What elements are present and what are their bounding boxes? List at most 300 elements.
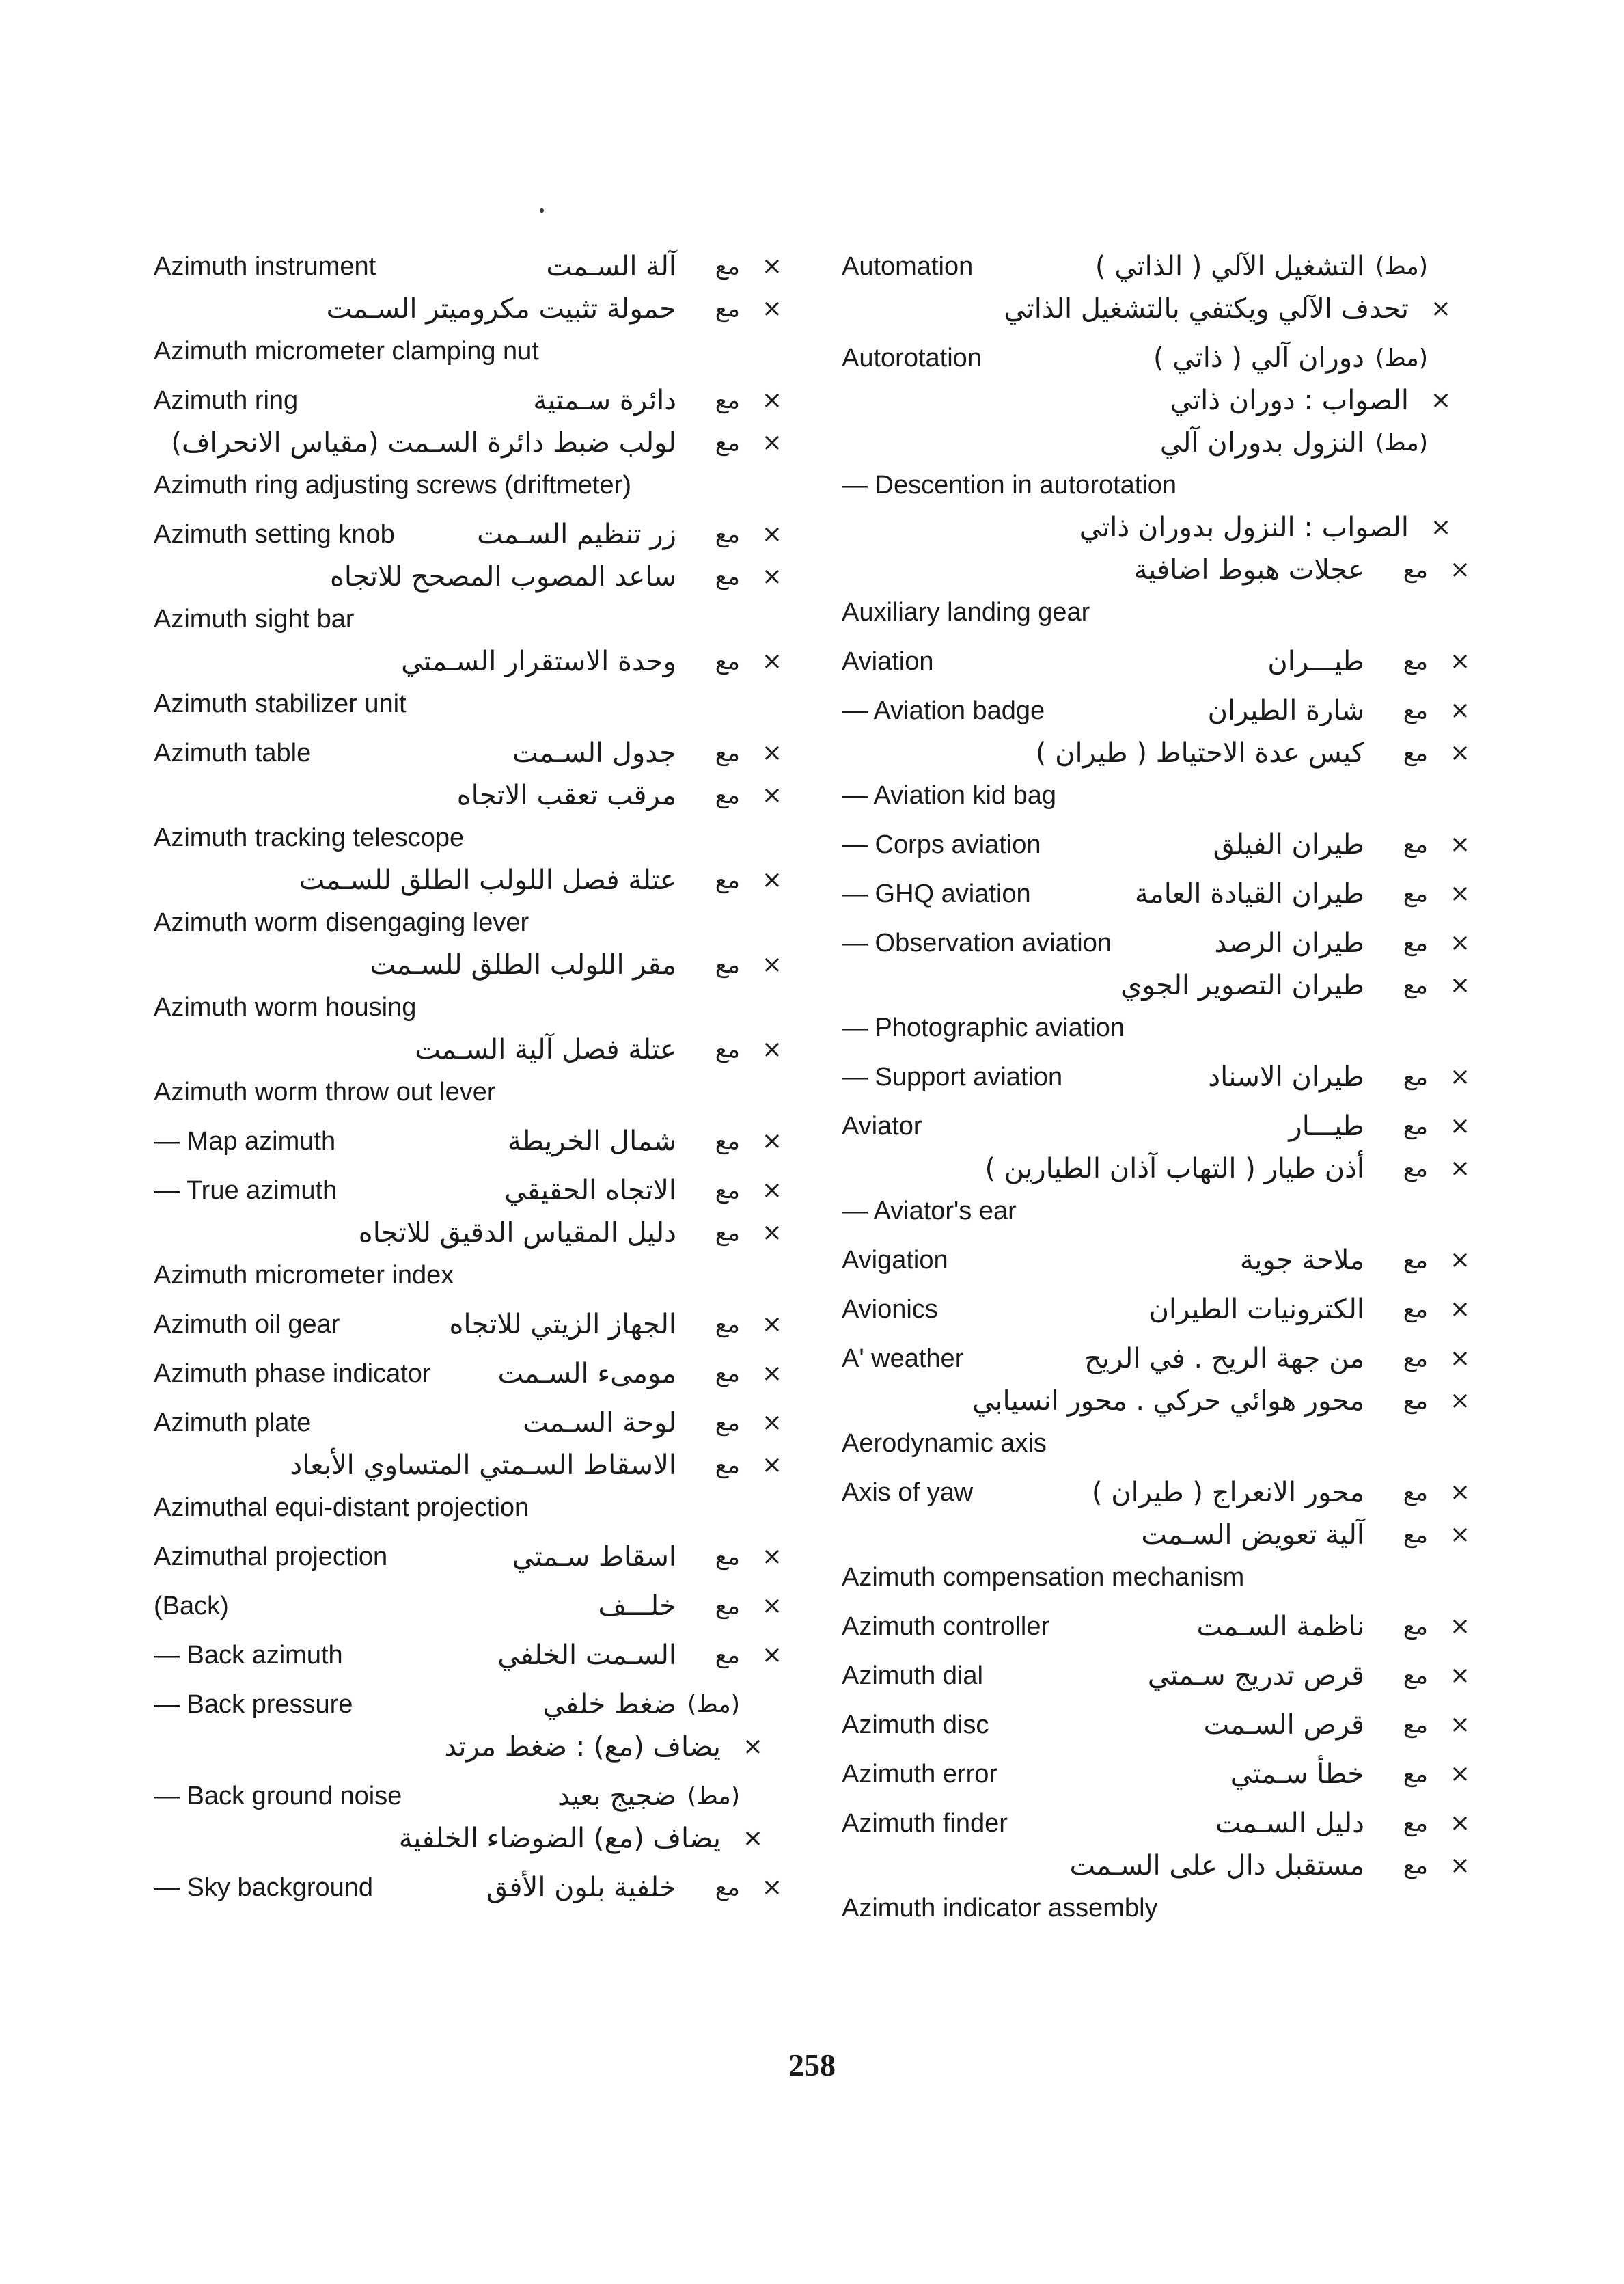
arabic-term: خلـــف: [598, 1590, 676, 1622]
english-term: — Observation aviation: [842, 929, 1112, 957]
entry-row: [842, 1648, 1470, 1698]
cross-mark: ×: [761, 1409, 782, 1437]
entry-row: [842, 1233, 1470, 1282]
usage-tag: مع: [1403, 556, 1428, 584]
cross-mark: ×: [1449, 830, 1470, 858]
entry-row: [154, 1769, 782, 1818]
usage-tag: مع: [715, 253, 740, 280]
arabic-term: آلة السـمت: [546, 251, 676, 282]
english-term: Azimuth controller: [842, 1612, 1050, 1641]
cross-mark: ×: [761, 295, 782, 323]
arabic-term: شارة الطيران: [1207, 695, 1364, 726]
usage-tag: مع: [715, 1360, 740, 1387]
cross-mark: ×: [761, 1592, 782, 1620]
arabic-term: دوران آلي ( ذاتي ): [1153, 342, 1364, 374]
entry-row: [154, 1255, 782, 1297]
usage-tag: مع: [1403, 972, 1428, 999]
entry-row: [154, 1297, 782, 1346]
usage-tag: مع: [715, 1592, 740, 1620]
dictionary-entry: [154, 507, 782, 556]
cross-mark: ×: [1430, 513, 1451, 541]
arabic-term: مستقبل دال على السـمت: [1069, 1850, 1364, 1881]
entry-row: [154, 1212, 782, 1255]
arabic-term: قرص السـمت: [1203, 1709, 1364, 1741]
usage-tag: مع: [715, 1642, 740, 1669]
arabic-term: عجلات هبوط اضافية: [1133, 554, 1364, 586]
dictionary-entry: [842, 1331, 1470, 1381]
cross-mark: ×: [761, 429, 782, 457]
cross-mark: ×: [761, 520, 782, 548]
english-term: (Back): [154, 1592, 229, 1620]
dictionary-entry: [154, 1445, 782, 1530]
english-term: A' weather: [842, 1344, 964, 1373]
english-term: — Map azimuth: [154, 1127, 336, 1156]
cross-mark: ×: [761, 386, 782, 414]
entry-row: [842, 1514, 1470, 1557]
usage-tag: مع: [1403, 648, 1428, 675]
usage-tag: مع: [1403, 1113, 1428, 1140]
arabic-term: مرقب تعقب الاتجاه: [456, 780, 676, 811]
dictionary-entry: [842, 1381, 1470, 1465]
usage-tag: مع: [1403, 1521, 1428, 1549]
usage-tag: مع: [1403, 1662, 1428, 1689]
cross-mark: ×: [1449, 1478, 1470, 1506]
dictionary-entry: [154, 1579, 782, 1628]
arabic-term: طيـــار: [1289, 1111, 1364, 1142]
entry-row: [842, 867, 1470, 916]
arabic-term: طيران الرصد: [1214, 927, 1364, 959]
entry-row: [842, 1331, 1470, 1381]
dictionary-entry: [154, 944, 782, 1029]
english-term: — Aviator's ear: [842, 1197, 1017, 1225]
dictionary-entry: [154, 860, 782, 944]
dictionary-entry: [842, 239, 1470, 288]
usage-tag: مع: [1403, 1063, 1428, 1091]
entry-row: [842, 380, 1470, 422]
cross-mark: ×: [1449, 1661, 1470, 1689]
cross-mark: ×: [1449, 1154, 1470, 1182]
arabic-term: لولب ضبط دائرة السـمت (مقياس الانحراف): [171, 427, 676, 459]
arabic-term: محور هوائي حركي . محور انسيابي: [972, 1385, 1364, 1417]
entry-row: [842, 331, 1470, 380]
english-term: Auxiliary landing gear: [842, 598, 1090, 627]
entry-row: [842, 1747, 1470, 1796]
cross-mark: ×: [761, 781, 782, 809]
cross-mark: ×: [1449, 556, 1470, 584]
usage-tag: (مط): [1375, 344, 1428, 372]
entry-row: [154, 507, 782, 556]
arabic-term: لوحة السـمت: [523, 1407, 676, 1439]
dictionary-entry: [842, 867, 1470, 916]
entry-row: [842, 1599, 1470, 1648]
entry-row: [842, 683, 1470, 733]
entry-row: [842, 1282, 1470, 1331]
english-term: — Descention in autorotation: [842, 471, 1177, 500]
english-term: Aerodynamic axis: [842, 1429, 1047, 1458]
dictionary-entry: [842, 1099, 1470, 1148]
cross-mark: ×: [1449, 647, 1470, 675]
cross-mark: ×: [1449, 1809, 1470, 1837]
entry-row: [842, 288, 1470, 331]
arabic-term: آلية تعويض السـمت: [1141, 1519, 1364, 1551]
cross-mark: ×: [761, 1310, 782, 1338]
usage-tag: مع: [715, 1874, 740, 1901]
entry-row: [842, 1148, 1470, 1191]
entry-row: [842, 1191, 1470, 1233]
dictionary-entry: [842, 1514, 1470, 1599]
dictionary-entry: [154, 1396, 782, 1445]
dictionary-entry: [842, 1148, 1470, 1233]
cross-mark: ×: [1449, 1387, 1470, 1415]
correction-note: يضاف (مع) الضوضاء الخلفية: [398, 1823, 721, 1854]
usage-tag: مع: [1403, 697, 1428, 724]
entry-row: [842, 1099, 1470, 1148]
english-term: Azimuth worm throw out lever: [154, 1078, 496, 1106]
english-term: Azimuth compensation mechanism: [842, 1563, 1245, 1592]
dictionary-entry: [154, 556, 782, 641]
arabic-term: عتلة فصل اللولب الطلق للسـمت: [299, 865, 676, 896]
dictionary-entry: [154, 1818, 782, 1860]
cross-mark: ×: [1449, 1711, 1470, 1739]
entry-row: [842, 965, 1470, 1007]
usage-tag: مع: [715, 1409, 740, 1437]
arabic-term: طيران الفيلق: [1213, 829, 1364, 860]
cross-mark: ×: [1449, 971, 1470, 999]
cross-mark: ×: [1449, 1246, 1470, 1274]
dictionary-entry: [842, 507, 1470, 549]
dictionary-entry: [842, 1796, 1470, 1845]
usage-tag: مع: [1403, 739, 1428, 767]
cross-mark: ×: [1449, 1521, 1470, 1549]
entry-row: [842, 1796, 1470, 1845]
english-term: — Back ground noise: [154, 1782, 402, 1810]
dictionary-entry: [842, 916, 1470, 965]
entry-row: [154, 599, 782, 641]
dictionary-entry: [154, 1212, 782, 1297]
entry-row: [154, 239, 782, 288]
cross-mark: ×: [1430, 295, 1451, 323]
entry-row: [842, 1888, 1470, 1930]
dictionary-entry: [154, 1860, 782, 1909]
arabic-term: مقر اللولب الطلق للسـمت: [370, 949, 676, 981]
usage-tag: مع: [715, 387, 740, 414]
dictionary-entry: [154, 1769, 782, 1818]
usage-tag: مع: [715, 1452, 740, 1479]
english-term: Azimuth instrument: [154, 252, 376, 281]
english-term: Azimuth worm disengaging lever: [154, 908, 529, 937]
english-term: Azimuth phase indicator: [154, 1359, 431, 1388]
entry-row: [154, 944, 782, 987]
dictionary-entry: [154, 1346, 782, 1396]
entry-row: [154, 987, 782, 1029]
cross-mark: ×: [761, 1219, 782, 1247]
usage-tag: مع: [715, 295, 740, 323]
arabic-term: خلفية بلون الأفق: [486, 1872, 676, 1903]
entry-row: [842, 916, 1470, 965]
entry-row: [842, 733, 1470, 775]
cross-mark: ×: [761, 1035, 782, 1063]
arabic-term: السـمت الخلفي: [497, 1640, 676, 1671]
correction-note: تحدف الآلي ويكتفي بالتشغيل الذاتي: [1004, 293, 1409, 325]
english-term: Aviator: [842, 1112, 922, 1141]
arabic-term: مومىء السـمت: [497, 1358, 676, 1389]
dictionary-entry: [154, 1628, 782, 1677]
arabic-term: دليل السـمت: [1215, 1808, 1364, 1839]
arabic-term: طيران القيادة العامة: [1134, 878, 1364, 910]
usage-tag: مع: [1403, 1810, 1428, 1837]
english-term: Azimuth micrometer index: [154, 1261, 454, 1290]
arabic-term: زر تنظيم السـمت: [477, 519, 676, 550]
usage-tag: مع: [715, 521, 740, 548]
english-term: Azimuthal equi-distant projection: [154, 1493, 529, 1522]
dictionary-entry: [154, 422, 782, 507]
dictionary-entry: [842, 1465, 1470, 1514]
entry-row: [842, 1698, 1470, 1747]
english-term: — Corps aviation: [842, 830, 1041, 859]
usage-tag: مع: [715, 429, 740, 457]
usage-tag: مع: [1403, 1852, 1428, 1879]
dictionary-entry: [154, 1114, 782, 1163]
arabic-term: ملاحة جوية: [1239, 1245, 1364, 1276]
entry-row: [154, 1346, 782, 1396]
dictionary-entry: [154, 239, 782, 288]
entry-row: [154, 1530, 782, 1579]
usage-tag: مع: [1403, 929, 1428, 957]
english-term: Azimuth micrometer clamping nut: [154, 337, 539, 366]
dictionary-entry: [842, 1282, 1470, 1331]
usage-tag: مع: [1403, 1613, 1428, 1640]
arabic-term: ضغط خلفي: [542, 1689, 676, 1720]
usage-tag: مع: [1403, 1155, 1428, 1182]
dictionary-entry: [154, 1163, 782, 1212]
cross-mark: ×: [761, 252, 782, 280]
dictionary-entry: [842, 331, 1470, 380]
entry-row: [154, 1072, 782, 1114]
entry-row: [842, 1381, 1470, 1423]
cross-mark: ×: [761, 866, 782, 894]
entry-row: [154, 1726, 782, 1769]
cross-mark: ×: [1449, 1760, 1470, 1788]
dictionary-entry: [842, 965, 1470, 1050]
dictionary-entry: [154, 1726, 782, 1769]
entry-row: [842, 239, 1470, 288]
dictionary-entry: [842, 1747, 1470, 1796]
english-term: — Sky background: [154, 1873, 374, 1902]
usage-tag: مع: [715, 1219, 740, 1247]
entry-row: [154, 1114, 782, 1163]
entry-row: [154, 902, 782, 944]
entry-row: [154, 1029, 782, 1072]
english-term: Azimuth tracking telescope: [154, 824, 465, 852]
usage-tag: مع: [1403, 1711, 1428, 1739]
arabic-term: دليل المقياس الدقيق للاتجاه: [358, 1217, 676, 1249]
dictionary-entry: [842, 683, 1470, 733]
cross-mark: ×: [761, 1359, 782, 1387]
usage-tag: (مط): [1375, 429, 1428, 457]
entry-row: [154, 1487, 782, 1530]
entry-row: [154, 1163, 782, 1212]
cross-mark: ×: [761, 1127, 782, 1155]
usage-tag: مع: [715, 739, 740, 767]
cross-mark: ×: [1449, 1612, 1470, 1640]
english-term: — Support aviation: [842, 1063, 1063, 1091]
usage-tag: مع: [1403, 880, 1428, 908]
usage-tag: مع: [715, 1543, 740, 1571]
cross-mark: ×: [761, 1542, 782, 1571]
arabic-term: شمال الخريطة: [507, 1126, 676, 1157]
english-term: Azimuth error: [842, 1760, 998, 1789]
entry-row: [842, 549, 1470, 592]
english-term: Avionics: [842, 1295, 938, 1324]
dictionary-entry: [154, 373, 782, 422]
dictionary-entry: [154, 1029, 782, 1114]
entry-row: [842, 1557, 1470, 1599]
entry-row: [154, 641, 782, 683]
arabic-term: ناظمة السـمت: [1196, 1611, 1364, 1642]
entry-row: [154, 1677, 782, 1726]
english-term: — Photographic aviation: [842, 1014, 1125, 1042]
cross-mark: ×: [761, 1451, 782, 1479]
dictionary-entry: [154, 775, 782, 860]
entry-row: [154, 465, 782, 507]
english-term: — Back azimuth: [154, 1641, 343, 1670]
left-column: [154, 239, 782, 1909]
cross-mark: ×: [1449, 739, 1470, 767]
dictionary-entry: [842, 380, 1470, 422]
english-term: Azimuth oil gear: [154, 1310, 340, 1339]
entry-row: [842, 1007, 1470, 1050]
usage-tag: مع: [1403, 1345, 1428, 1372]
dictionary-entry: [842, 1233, 1470, 1282]
dictionary-entry: [842, 733, 1470, 817]
dictionary-entry: [842, 1599, 1470, 1648]
usage-tag: مع: [1403, 831, 1428, 858]
dictionary-entry: [842, 1050, 1470, 1099]
english-term: Azimuth ring adjusting screws (driftmeter): [154, 471, 631, 500]
correction-note: الصواب : النزول بدوران ذاتي: [1079, 512, 1409, 543]
english-term: — Aviation badge: [842, 696, 1045, 725]
entry-row: [154, 1860, 782, 1909]
cross-mark: ×: [1449, 880, 1470, 908]
dictionary-entry: [154, 641, 782, 726]
entry-row: [154, 1396, 782, 1445]
arabic-term: قرص تدريج سـمتي: [1147, 1660, 1364, 1691]
dictionary-entry: [842, 1648, 1470, 1698]
arabic-term: حمولة تثبيت مكروميتر السـمت: [326, 293, 676, 325]
entry-row: [154, 860, 782, 902]
usage-tag: مع: [1403, 1760, 1428, 1788]
entry-row: [842, 1845, 1470, 1888]
arabic-term: الاتجاه الحقيقي: [504, 1175, 676, 1206]
arabic-term: ساعد المصوب المصحح للاتجاه: [329, 561, 676, 593]
usage-tag: مع: [1403, 1247, 1428, 1274]
entry-row: [842, 1465, 1470, 1514]
english-term: Aviation: [842, 647, 934, 676]
cross-mark: ×: [761, 562, 782, 590]
english-term: Azimuth ring: [154, 386, 299, 415]
cross-mark: ×: [742, 1732, 763, 1760]
cross-mark: ×: [742, 1824, 763, 1852]
english-term: Axis of yaw: [842, 1478, 974, 1507]
cross-mark: ×: [1449, 696, 1470, 724]
usage-tag: مع: [1403, 1296, 1428, 1323]
entry-row: [154, 1445, 782, 1487]
arabic-term: كيس عدة الاحتياط ( طيران ): [1035, 737, 1364, 769]
usage-tag: مع: [715, 1311, 740, 1338]
english-term: Azimuth table: [154, 739, 312, 767]
english-term: Azimuth worm housing: [154, 993, 417, 1022]
usage-tag: مع: [715, 1036, 740, 1063]
entry-row: [154, 817, 782, 860]
arabic-term: النزول بدوران آلي: [1159, 427, 1364, 459]
usage-tag: مع: [715, 1128, 740, 1155]
entry-row: [154, 683, 782, 726]
entry-row: [842, 422, 1470, 465]
entry-row: [154, 775, 782, 817]
arabic-term: اسقاط سـمتي: [512, 1541, 676, 1573]
correction-note: يضاف (مع) : ضغط مرتد: [444, 1731, 721, 1763]
arabic-term: التشغيل الآلي ( الذاتي ): [1095, 251, 1364, 282]
arabic-term: طيران الاسناد: [1208, 1061, 1364, 1093]
entry-row: [154, 288, 782, 331]
entry-row: [154, 1628, 782, 1677]
english-term: Azimuth disc: [842, 1711, 989, 1739]
english-term: Azimuth plate: [154, 1409, 312, 1437]
dictionary-entry: [842, 549, 1470, 634]
cross-mark: ×: [761, 951, 782, 979]
entry-row: [842, 592, 1470, 634]
cross-mark: ×: [761, 739, 782, 767]
arabic-term: طيـــران: [1267, 646, 1364, 677]
english-term: Azimuth setting knob: [154, 520, 395, 549]
usage-tag: مع: [1403, 1387, 1428, 1415]
dictionary-entry: [154, 1297, 782, 1346]
dictionary-entry: [154, 1530, 782, 1579]
arabic-term: محور الانعراج ( طيران ): [1091, 1477, 1364, 1508]
usage-tag: مع: [715, 648, 740, 675]
dictionary-entry: [842, 288, 1470, 331]
usage-tag: مع: [715, 563, 740, 590]
cross-mark: ×: [761, 1873, 782, 1901]
english-term: Autorotation: [842, 344, 982, 372]
usage-tag: مع: [715, 1177, 740, 1204]
english-term: Azimuth indicator assembly: [842, 1894, 1158, 1922]
english-term: Azimuthal projection: [154, 1542, 388, 1571]
arabic-term: أذن طيار ( التهاب آذان الطيارين ): [985, 1153, 1364, 1184]
usage-tag: (مط): [687, 1782, 740, 1810]
arabic-term: وحدة الاستقرار السـمتي: [401, 646, 676, 677]
entry-row: [154, 1818, 782, 1860]
correction-note: الصواب : دوران ذاتي: [1170, 385, 1409, 416]
entry-row: [154, 331, 782, 373]
entry-row: [842, 1423, 1470, 1465]
cross-mark: ×: [1449, 1112, 1470, 1140]
dictionary-entry: [842, 634, 1470, 683]
right-column: [842, 239, 1470, 1930]
arabic-term: عتلة فصل آلية السـمت: [415, 1034, 676, 1065]
entry-row: [154, 422, 782, 465]
english-term: Automation: [842, 252, 974, 281]
arabic-term: الاسقاط السـمتي المتساوي الأبعاد: [290, 1450, 676, 1481]
english-term: Avigation: [842, 1246, 948, 1275]
cross-mark: ×: [761, 1176, 782, 1204]
cross-mark: ×: [761, 1641, 782, 1669]
usage-tag: مع: [715, 782, 740, 809]
entry-row: [154, 556, 782, 599]
english-term: Azimuth sight bar: [154, 605, 355, 634]
cross-mark: ×: [1449, 929, 1470, 957]
cross-mark: ×: [1449, 1851, 1470, 1879]
